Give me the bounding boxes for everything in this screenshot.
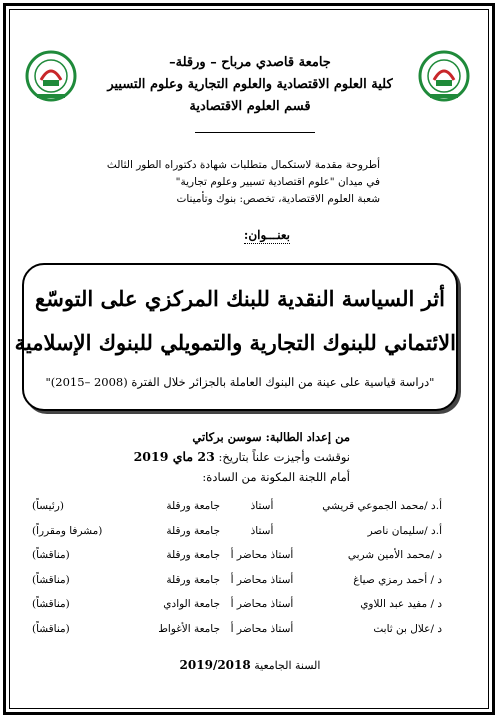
committee-member-role: (مناقشاً)	[32, 622, 70, 635]
committee-member-name: د / أحمد رمزي صياغ	[353, 573, 442, 586]
preparation-info	[134, 427, 350, 487]
thesis-title-box	[14, 263, 458, 411]
committee-member-university: جامعة الأغواط	[158, 622, 220, 635]
academic-year-value: 2019/2018	[179, 658, 251, 672]
defense-date-line	[134, 447, 350, 467]
committee-member-name: د /علال بن ثابت	[373, 622, 442, 635]
thesis-title-line-2: الائتماني للبنوك التجارية والتمويلي للبنوك الإسلامية	[14, 330, 456, 355]
title-label: بعنـــوان:	[243, 228, 290, 242]
academic-year-label: السنة الجامعية	[254, 659, 321, 672]
committee-member-university: جامعة ورقلة	[166, 549, 220, 561]
thesis-subtitle: "دراسة قياسية على عينة من البنوك العاملة بالجزائر خلال الفترة (2008 –2015)"	[45, 375, 435, 389]
committee-member-rank: أستاذ	[250, 524, 274, 537]
thesis-intro	[90, 157, 380, 208]
jury-intro: أمام اللجنة المكونة من السادة:	[202, 470, 350, 484]
university-logo-right	[418, 50, 470, 102]
committee-row	[32, 574, 442, 594]
intro-line-1: أطروحة مقدمة لاستكمال متطلبات شهادة دكتوراه الطور الثالث	[106, 159, 380, 171]
committee-member-name: أ.د /محمد الجموعي قريشي	[322, 500, 442, 512]
committee-member-university: جامعة ورقلة	[166, 573, 220, 586]
committee-member-name: د / مفيد عبد اللاوي	[360, 598, 442, 610]
committee-member-rank: أستاذ محاضر أ	[230, 622, 294, 635]
university-logo-left	[25, 50, 77, 102]
header-divider	[195, 132, 315, 133]
committee-member-name: أ.د /سليمان ناصر	[367, 524, 442, 537]
university-name: جامعة قاصدي مرباح – ورقلة–	[169, 55, 331, 70]
intro-line-2: في ميدان "علوم اقتصادية تسيير وعلوم تجارية"	[175, 176, 380, 188]
committee-member-name: د /محمد الأمين شربي	[347, 549, 442, 561]
committee-row	[32, 549, 442, 569]
committee-member-university: جامعة الوادي	[163, 598, 220, 610]
committee-member-university: جامعة ورقلة	[166, 500, 220, 512]
defense-date-prefix: نوقشت وأجيزت علناً بتاريخ:	[218, 450, 350, 464]
intro-line-3: شعبة العلوم الاقتصادية، تخصص: بنوك وتأمينات	[176, 193, 380, 205]
committee-row	[32, 525, 442, 545]
committee-row	[32, 500, 442, 520]
student-name: من إعداد الطالبة: سوسن بركاتي	[192, 430, 350, 444]
committee-member-role: (مناقشاً)	[32, 598, 70, 610]
committee-member-role: (مناقشاً)	[32, 549, 70, 561]
committee-member-role: (رئيساً)	[32, 500, 64, 512]
committee-member-rank: أستاذ محاضر أ	[230, 598, 294, 610]
committee-member-rank: أستاذ محاضر أ	[230, 549, 294, 561]
committee-member-rank: أستاذ	[250, 500, 274, 512]
committee-member-role: (مشرفا ومقرراً)	[32, 524, 103, 537]
committee-row	[32, 598, 442, 618]
faculty-name: كلية العلوم الاقتصادية والعلوم التجارية وعلوم التسيير	[107, 77, 393, 92]
institution-header	[90, 52, 410, 118]
committee-member-role: (مناقشاً)	[32, 573, 70, 586]
academic-year	[0, 658, 500, 672]
department-name: قسم العلوم الاقتصادية	[189, 99, 311, 114]
thesis-title-line-1: أثر السياسة النقدية للبنك المركزي على التوسّع	[35, 286, 445, 311]
defense-date: 23 ماي 2019	[133, 449, 215, 464]
committee-row	[32, 623, 442, 643]
committee-member-rank: أستاذ محاضر أ	[230, 573, 294, 586]
committee-member-university: جامعة ورقلة	[166, 524, 220, 537]
